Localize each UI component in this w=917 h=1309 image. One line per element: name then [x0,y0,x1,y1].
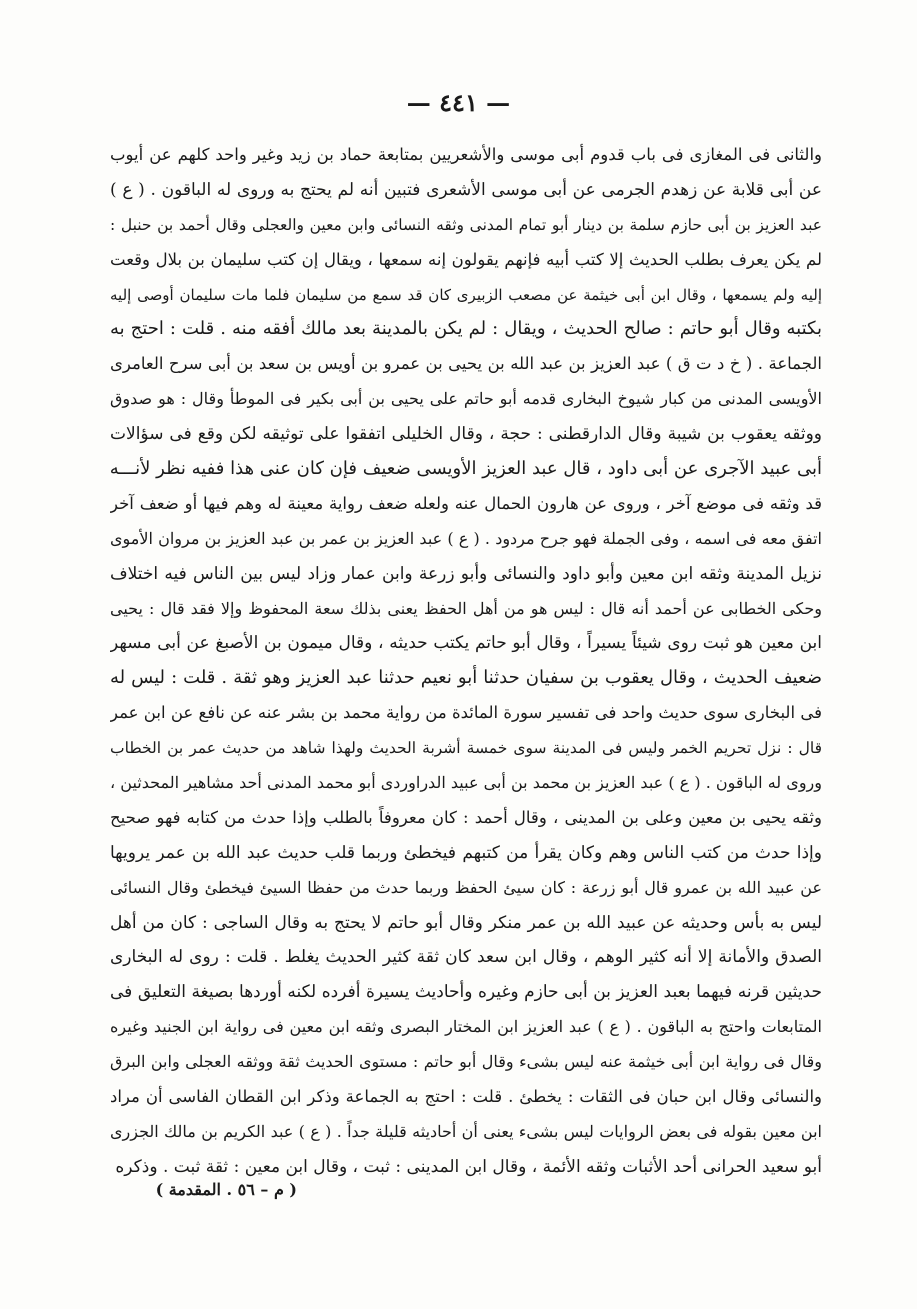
text-line: نزيل المدينة وثقه ابن معين وأبو داود والنسائى وأبو زرعة وابن عمار وزاد ليس بين الناس فيه اختلاف [110,563,822,584]
text-line: الجماعة . ( خ د ت ق ) عبد العزيز بن عبد الله بن يحيى بن عمرو بن أويس بن سعد بن أبى سرح العامرى [110,354,822,374]
footer-signature: ( م – ٥٦ . المقدمة ) [155,1180,297,1199]
text-line: وحكى الخطابى عن أحمد أنه قال : ليس هو من أهل الحفظ يعنى بذلك سعة المحفوظ وإلا فقد قال : يحيى [110,598,822,618]
text-line: والثانى فى المغازى فى باب قدوم أبى موسى والأشعريين بمتابعة حماد بن زيد وغير واحد كلهم عن أيوب [110,145,822,164]
text-line: حديثين قرنه فيهما بعبد العزيز بن أبى حازم وغيره وأحاديث يسيرة أفرده لكنه أوردها بصيغة التعليق فى [110,982,822,1003]
text-line: وقال فى رواية ابن أبى خيثمة عنه ليس بشىء وقال أبو حاتم : مستوى الحديث ثقة ووثقه العجلى وابن البرق [110,1052,822,1072]
text-line: المتابعات واحتج به الباقون . ( ع ) عبد العزيز ابن المختار البصرى وثقه ابن معين فى رواية ابن الجنيد وغيره [110,1017,822,1037]
text-line: عبد العزيز بن أبى حازم سلمة بن دينار أبو تمام المدنى وثقه النسائى وابن معين والعجلى وقال أحمد بن حنبل : [110,215,822,234]
text-line: وثقه يحيى بن معين وعلى بن المدينى ، وقال أحمد : كان معروفاً بالطلب وإذا حدث من كتابه فهو صحيح [110,807,822,827]
text-line: قال : نزل تحريم الخمر وليس فى المدينة سوى خمسة أشربة الحديث ولهذا شاهد من حديث عمر بن الخطاب [110,739,822,758]
text-line: بكتبه وقال أبو حاتم : صالح الحديث ، ويقال : لم يكن بالمدينة بعد مالك أفقه منه . قلت : احتج به [110,318,822,340]
text-line: أبى عبيد الآجرى عن أبى داود ، قال عبد العزيز الأويسى ضعيف فإن كان عنى هذا ففيه نظر لأنـــه [110,458,822,480]
text-line: ابن معين هو ثبت روى شيئاً يسيراً ، وقال أبو حاتم يكتب حديثه ، وقال ميمون بن الأصبغ عن أبى مسهر [110,633,822,654]
text-line: قد وثقه فى موضع آخر ، وروى عن هارون الحمال عنه ولعله ضعف رواية معينة له وهم فيها أو ضعف آخر [110,493,822,513]
body-text [110,138,822,1185]
text-line: اتفق معه فى اسمه ، وفى الجملة فهو جرح مردود . ( ع ) عبد العزيز بن عمر بن عبد العزيز بن مروان الأموى [110,528,822,548]
text-line: ابن معين بقوله فى بعض الروايات ليس بشىء يعنى أن أحاديثه قليلة جداً . ( ع ) عبد الكريم بن مالك الجزرى [110,1121,822,1141]
text-line: وإذا حدث من كتب الناس وهم وكان يقرأ من كتبهم فيخطئ وربما قلب حديث عبد الله بن عمر يرويها [110,842,822,863]
text-line: ضعيف الحديث ، وقال يعقوب بن سفيان حدثنا أبو نعيم حدثنا عبد العزيز وهو ثقة . قلت : ليس له [110,667,822,689]
text-line: عن عبيد الله بن عمرو قال أبو زرعة : كان سيئ الحفظ وربما حدث من حفظا السيئ فيخطئ وقال النسائى [110,877,822,897]
text-line: فى البخارى سوى حديث واحد فى تفسير سورة المائدة من رواية محمد بن بشر عنه عن نافع عن ابن عمر [110,703,822,723]
text-line: وروى له الباقون . ( ع ) عبد العزيز بن محمد بن أبى عبيد الدراوردى أبو محمد المدنى أحد مشاهير المحدثين ، [110,773,822,793]
text-line: إليه ولم يسمعها ، وقال ابن أبى خيثمة عن مصعب الزبيرى كان قد سمع من سليمان فلما مات سليمان أوصى إليه [110,285,822,304]
text-line: ليس به بأس وحديثه عن عبيد الله بن عمر منكر وقال أبو حاتم لا يحتج به وقال الساجى : كان من أهل [110,912,822,933]
text-line: الصدق والأمانة إلا أنه كثير الوهم ، وقال ابن سعد كان ثقة كثير الحديث يغلط . قلت : روى له البخارى [110,947,822,968]
page-number: — ٤٤١ — [406,88,511,117]
text-line: الأويسى المدنى من كبار شيوخ البخارى قدمه أبو حاتم على يحيى بن أبى بكير فى الموطأ وقال : هو صدوق [110,389,822,409]
text-line: أبو سعيد الحرانى أحد الأثبات وثقه الأئمة ، وقال ابن المدينى : ثبت ، وقال ابن معين : ثقة ثبت . وذكره [115,1156,822,1177]
text-line: والنسائى وقال ابن حبان فى الثقات : يخطئ . قلت : احتج به الجماعة وذكر ابن القطان الفاسى أن مراد [110,1087,822,1107]
text-line: ووثقه يعقوب بن شيبة وقال الدارقطنى : حجة ، وقال الخليلى اتفقوا على توثيقه لكن وقع فى سؤالات [110,424,822,445]
text-line: عن أبى قلابة عن زهدم الجرمى عن أبى موسى الأشعرى فتبين أنه لم يحتج به وروى له الباقون . ( ع ) [110,179,822,200]
text-line: لم يكن يعرف بطلب الحديث إلا كتب أبيه فإنهم يقولون إنه سمعها ، ويقال إن كتب سليمان بن بلال وقعت [110,249,822,269]
